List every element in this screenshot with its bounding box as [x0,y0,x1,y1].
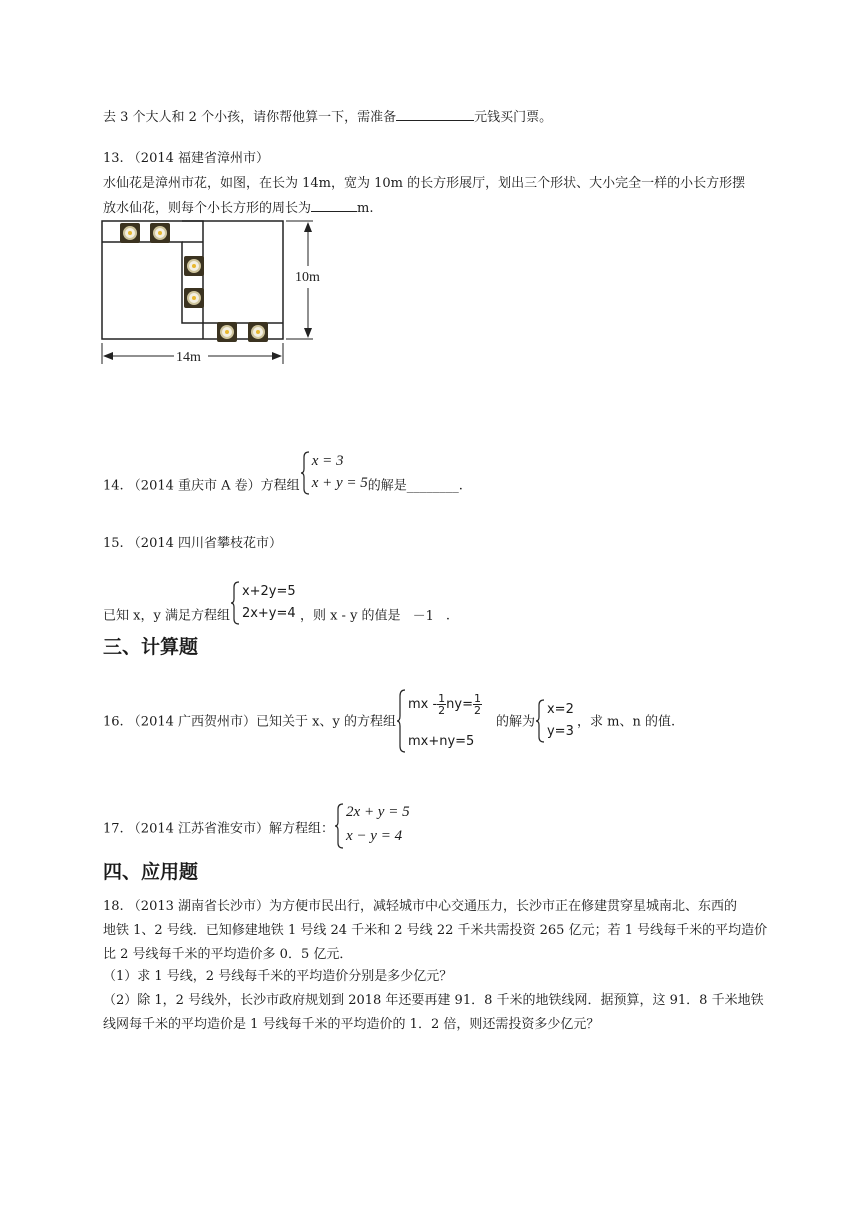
q18-line1: 18. （2013 湖南省长沙市）为方便市民出行，减轻城市中心交通压力，长沙市正在修建贯穿星城南北、东西的 [103,899,738,914]
brace-icon [535,699,545,743]
arrow-left-icon [103,352,113,360]
q16-sol1: x=2 [546,702,574,717]
q15-eq1: x+2y=5 [241,584,296,599]
q14-prefix: 14. （2014 重庆市 A 卷）方程组 [103,478,300,494]
narcissus-flower-icon [248,322,268,342]
q12-suffix: 元钱买门票。 [474,110,553,125]
section-3-title: 三、计算题 [103,636,199,658]
q17-eq2: x − y = 4 [346,828,403,844]
q15-suffix: ，则 x - y 的值是 [299,608,401,624]
q17-eq1: 2x + y = 5 [346,804,410,820]
q15-eq2: 2x+y=4 [241,606,296,621]
section-4-title: 四、应用题 [103,861,199,883]
q15-header: 15. （2014 四川省攀枝花市） [103,536,283,551]
arrow-up-icon [304,222,312,232]
width-label: 14m [176,350,201,365]
q17-equation-system [334,803,424,849]
q16-solution-system [535,699,577,743]
q18-line2: 地铁 1、2 号线．已知修建地铁 1 号线 24 千米和 2 号线 22 千米共需投资 265 亿元；若 1 号线每千米的平均造价 [103,923,768,938]
q13-line2-text: 放水仙花，则每个小长方形的周长为 [103,201,312,216]
q16-sol2: y=3 [546,724,574,739]
answer-blank[interactable] [311,199,357,212]
q15-answer: －1 [412,608,434,624]
q18-subquestion-2-line1: （2）除 1，2 号线外，长沙市政府规划到 2018 年还要再建 91．8 千米的地铁线网．据预算，这 91．8 千米地铁 [103,993,764,1008]
q17-line [103,806,424,852]
q16-eq1: mx - $\frac{1}{2}$ ny= $\frac{1}{2}$ [407,692,481,717]
q13-line1: 水仙花是漳州市花，如图，在长为 14m，宽为 10m 的长方形展厅，划出三个形状、大小完全一样的小长方形摆 [103,176,746,191]
q18-subquestion-1: （1）求 1 号线，2 号线每千米的平均造价分别是多少亿元？ [103,969,453,984]
q16-equation-system [396,689,496,753]
arrow-down-icon [304,328,312,338]
brace-icon [300,451,310,495]
q12-line [103,108,552,127]
brace-icon [230,581,240,625]
narcissus-flower-icon [217,322,237,342]
q18-line3: 比 2 号线每千米的平均造价多 0．5 亿元． [103,947,353,962]
brace-icon [396,689,406,753]
height-label: 10m [295,270,320,285]
q18-subquestion-2-line2: 线网每千米的平均造价是 1 号线每千米的平均造价的 1．2 倍，则还需投资多少亿元？ [103,1017,600,1032]
q14-suffix: 的解是________. [367,478,463,494]
q14-eq1: x = 3 [311,453,344,469]
answer-blank[interactable] [396,108,474,121]
q17-prefix: 17. （2014 江苏省淮安市）解方程组： [103,821,335,837]
q14-equation-system [300,451,368,495]
q15-prefix: 已知 x，y 满足方程组 [103,608,230,624]
q16-line [103,690,675,754]
q16-mid: 的解为 [495,714,535,730]
narcissus-flower-icon [150,223,170,243]
narcissus-flower-icon [184,288,204,308]
q12-text: 去 3 个大人和 2 个小孩，请你帮他算一下，需准备 [103,110,397,125]
q15-equation-system [230,581,300,625]
q13-header: 13. （2014 福建省漳州市） [103,151,270,166]
narcissus-flower-icon [120,223,140,243]
arrow-right-icon [272,352,282,360]
q13-line2-suffix: m. [357,201,374,216]
brace-icon [334,803,344,849]
q16-suffix: ，求 m、n 的值. [576,714,676,730]
narcissus-flower-icon [184,256,204,276]
q16-prefix: 16. （2014 广西贺州市）已知关于 x、y 的方程组 [103,714,396,730]
q16-eq2: mx+ny=5 [407,734,475,749]
q14-eq2: x + y = 5 [311,475,368,491]
q14-line [103,453,463,508]
q15-end: . [445,608,450,624]
